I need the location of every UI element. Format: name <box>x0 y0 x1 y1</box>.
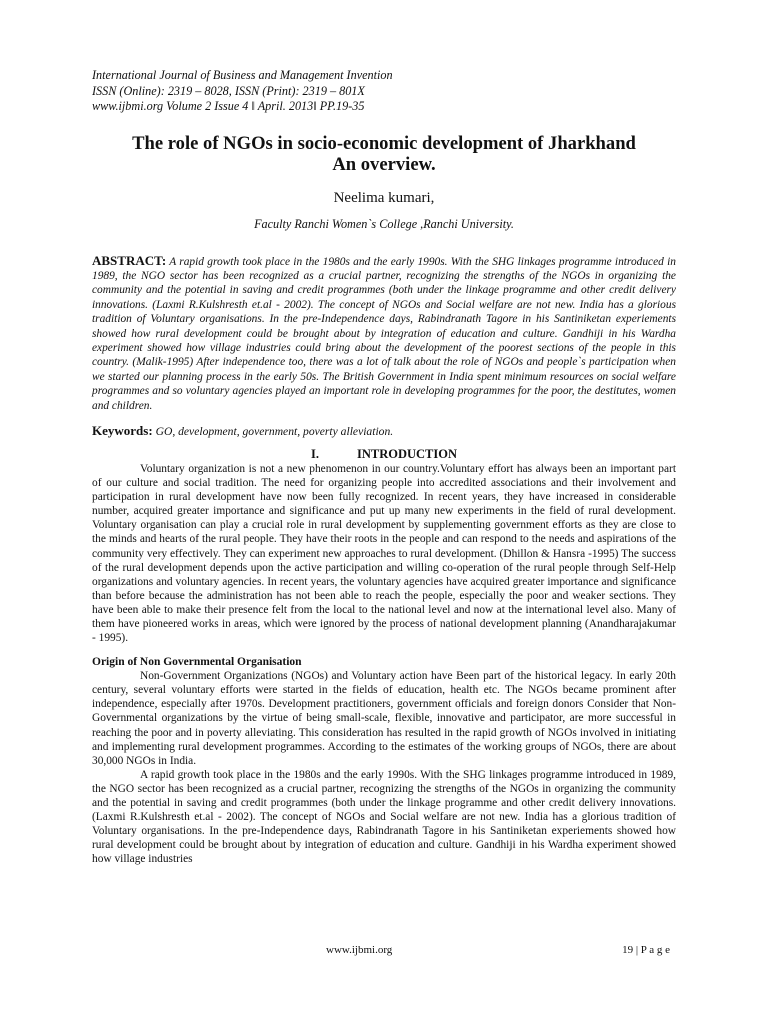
section-number: I. <box>310 446 319 461</box>
paper-title-line1: The role of NGOs in socio-economic development of Jharkhand <box>132 132 636 154</box>
keywords-label: Keywords: <box>92 422 153 438</box>
author-name: Neelima kumari, <box>333 189 435 206</box>
journal-name: International Journal of Business and Management Invention <box>92 68 393 82</box>
footer-site: www.ijbmi.org <box>326 944 393 956</box>
intro-paragraph: Voluntary organization is not a new phenomenon in our country.Voluntary effort has always been an important part of our culture and social tradition. The need for organizing people into accredited associations and their involvement and participation in rural development have now been fully recognized. In recent years, they have increased in considerable number, acquired greater importance and significance and put up many new experiments in the field of rural development. Voluntary organisation can play a crucial role in rural development by supplementing government efforts as they are close to the minds and hearts of the rural people. They have their roots in the people and can respond to the needs and aspirations of the community very effectively. They can experiment new approaches to rural development. (Dhillon & Hansra -1995) The success of the rural development depends upon the active participation and willing co-operation of the rural people through Self-Help organizations and voluntary agencies. In recent years, the voluntary agencies have acquired greater importance and significance than before because the administration has not been able to reach the people, especially the poor and weaker sections. They have been able to make their presence felt from the local to the national level and now at the international level also. Many of them have pioneered works in areas, which were ignored by the process of national development planning (Anandharajakumar - 1995). <box>92 462 676 645</box>
abstract-text: A rapid growth took place in the 1980s and the early 1990s. With the SHG linkages programme introduced in 1989, the NGO sector has been recognized as a crucial partner, recognizing the strengths of the NGOs in organizing the community and the potential in saving and credit programmes (both under the linkage programme and other credit delivery innovations. (Laxmi R.Kulshresth et.al - 2002). The concept of NGOs and Social welfare are not new. India has a glorious tradition of Voluntary organisations. In the pre-Independence days, Rabindranath Tagore in his Santiniketan experiements showed how rural development could be brought about by integration of education and culture. Gandhiji in his Wardha experiment showed how village industries could bring about the development of the poorest sections of the people in this country. (Malik-1995) After independence too, there was a lot of talk about the role of NGOs and people`s participation when we started our planning process in the early 50s. The British Government in India spent minimum resources on social welfare programmes and so voluntary agencies played an important role in developing programmes for the poor, the destitutes, women and children. <box>92 255 676 412</box>
journal-volume: www.ijbmi.org Volume 2 Issue 4 ǁ April. 2013ǁ PP.19-35 <box>92 99 365 113</box>
page-footer <box>92 944 676 960</box>
author-affiliation: Faculty Ranchi Women`s College ,Ranchi University. <box>254 216 514 231</box>
abstract-label: ABSTRACT: <box>92 252 167 268</box>
journal-issn: ISSN (Online): 2319 – 8028, ISSN (Print): 2319 – 801X <box>92 83 365 98</box>
section-title: INTRODUCTION <box>356 446 457 461</box>
origin-paragraph-1: Non-Government Organizations (NGOs) and Voluntary action have Been part of the historical legacy. In early 20th century, several voluntary efforts were started in the fields of education, health etc. The NGOs became prominent after independence, especially after 1970s. Development practitioners, government officials and foreign donors Consider that Non-Governmental organizations by the virtue of being small-scale, flexible, innovative and participator, are more successful in reaching the poor and in poverty alleviating. This consideration has resulted in the rapid growth of NGOs involved in initiating and implementing rural development programmes. According to the estimates of the working groups of NGOs, there are about 30,000 NGOs in India. <box>92 670 676 767</box>
subsection-heading: Origin of Non Governmental Organisation <box>92 656 302 669</box>
footer-page-number: 19 | P a g e <box>622 944 670 956</box>
paper-title-line2: An overview. <box>332 154 436 175</box>
paper-page <box>92 68 676 867</box>
origin-paragraph-2: A rapid growth took place in the 1980s and the early 1990s. With the SHG linkages programme introduced in 1989, the NGO sector has been recognized as a crucial partner, recognizing the strengths of the NGOs in organizing the community and the potential in saving and credit programmes (both under the linkage programme and other credit delivery innovations. (Laxmi R.Kulshresth et.al - 2002). The concept of NGOs and Social welfare are not new. India has a glorious tradition of Voluntary organisations. In the pre-Independence days, Rabindranath Tagore in his Santiniketan experiements showed how rural development could be brought about by integration of education and culture. Gandhiji in his Wardha experiment showed how village industries <box>92 768 676 866</box>
keywords-text: GO, development, government, poverty alleviation. <box>152 424 394 438</box>
keywords <box>92 423 676 439</box>
journal-header <box>92 68 676 115</box>
paper-title <box>92 133 676 176</box>
abstract <box>92 254 676 413</box>
section-heading <box>92 447 676 462</box>
